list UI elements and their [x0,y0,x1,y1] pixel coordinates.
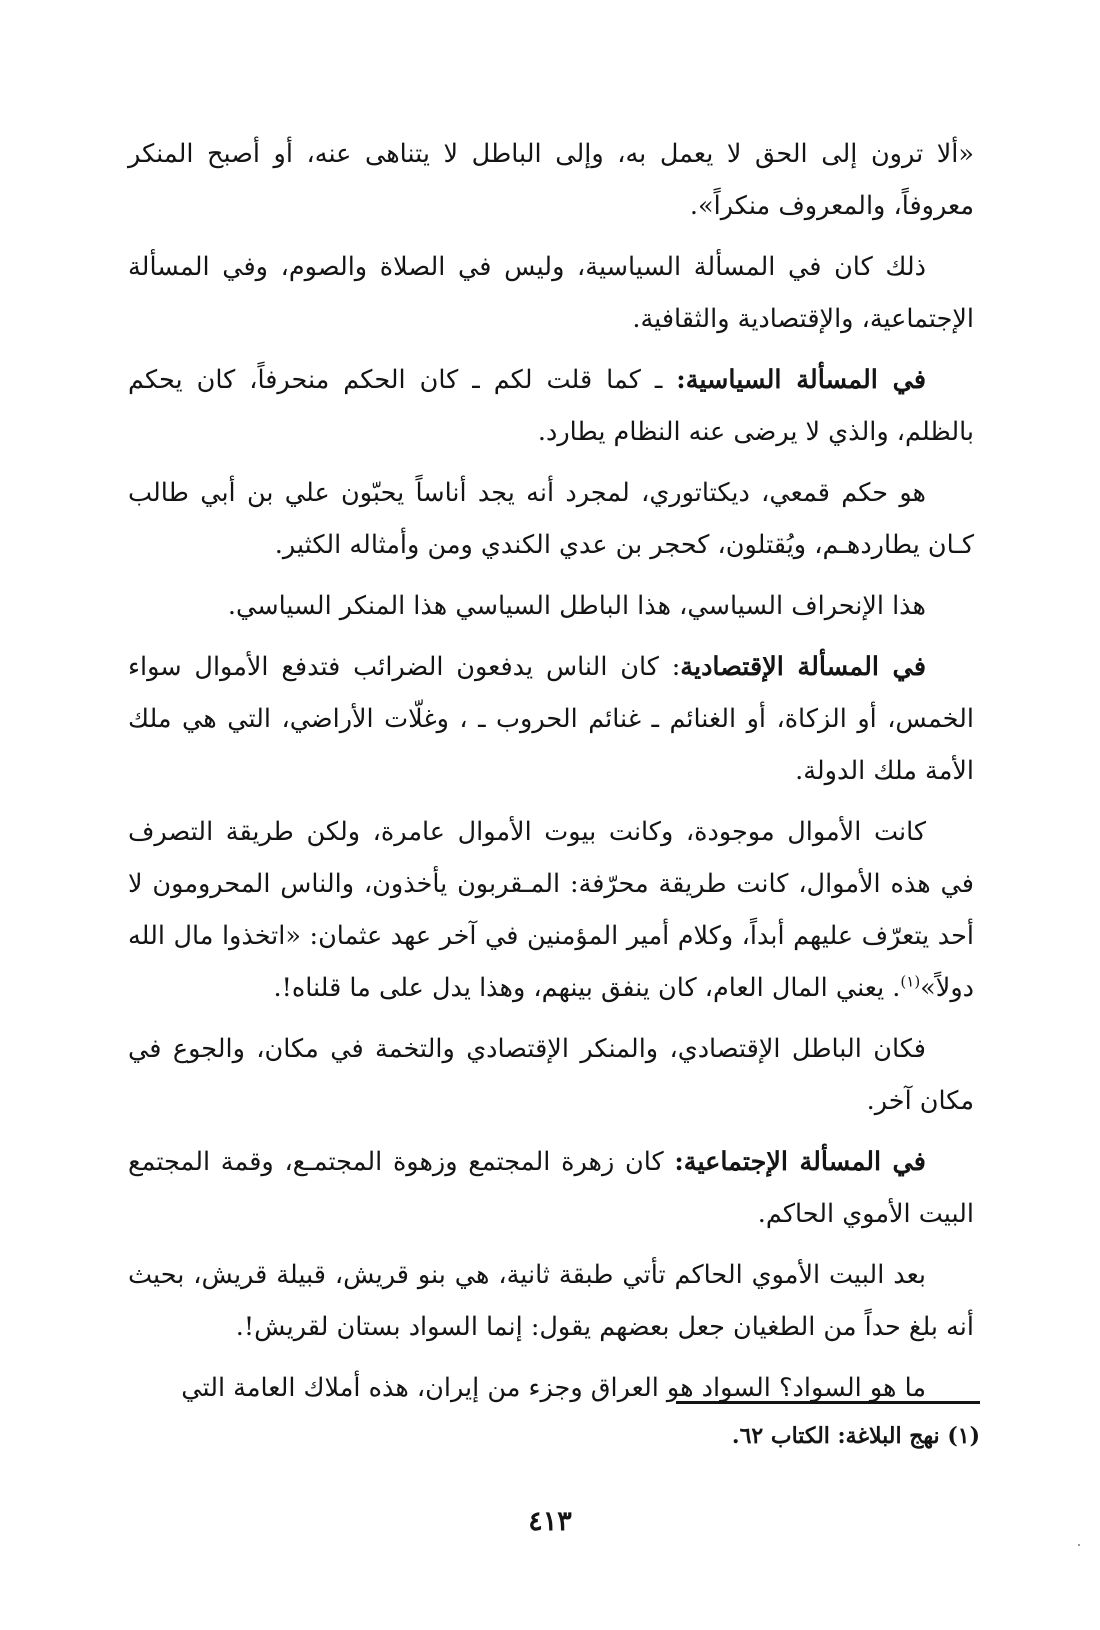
paragraph-heading: في المسألة السياسية: [676,365,927,395]
paragraph-text: فكان الباطل الإقتصادي، والمنكر الإقتصادي والتخمة في مكان، والجوع في مكان آخر. [128,1034,974,1116]
paragraph [128,1023,974,1127]
paragraph-text: ما هو السواد؟ السواد هو العراق وجزء من إيران، هذه أملاك العامة التي [181,1373,926,1403]
paragraph-text-continued: . يعني المال العام، كان ينفق بينهم، وهذا يدل على ما قلناه!. [273,973,901,1003]
paragraph-text: هو حكم قمعي، ديكتاتوري، لمجرد أنه يجد أناساً يحبّون علي بن أبي طالب كـان يطاردهـم، ويُقتلون، كحجر بن عدي الكندي ومن وأمثاله الكثير. [128,478,974,560]
paragraph-text: : كان الناس يدفعون الضرائب فتدفع الأموال سواء الخمس، أو الزكاة، أو الغنائم ـ غنائم الحروب ـ ، وغلّات الأراضي، التي هي ملك الأمة ملك الدولة. [128,652,974,786]
footnote: (١) نهج البلاغة: الكتاب ٦٢. [731,1423,980,1449]
paragraph [128,241,974,345]
scan-speck [1078,1544,1080,1546]
main-text [128,128,974,1423]
paragraph-text: بعد البيت الأموي الحاكم تأتي طبقة ثانية، هي بنو قريش، قبيلة قريش، بحيث أنه بلغ حداً من الطغيان جعل بعضهم يقول: إنما السواد بستان لقريش!. [128,1260,974,1342]
footnote-separator [676,1401,980,1404]
paragraph [128,806,974,1014]
paragraph [128,467,974,571]
paragraph-text: «ألا ترون إلى الحق لا يعمل به، وإلى الباطل لا يتناهى عنه، أو أصبح المنكر معروفاً، والمعروف منكراً». [128,139,974,221]
paragraph [128,1136,974,1240]
paragraph-text: كان زهرة المجتمع وزهوة المجتمـع، وقمة المجتمع البيت الأموي الحاكم. [128,1147,974,1229]
paragraph-text: ـ كما قلت لكم ـ كان الحكم منحرفاً، كان يحكم بالظلم، والذي لا يرضى عنه النظام يطارد. [128,365,974,447]
paragraph [128,641,974,797]
paragraph [128,354,974,458]
paragraph-text: كانت الأموال موجودة، وكانت بيوت الأموال عامرة، ولكن طريقة التصرف في هذه الأموال، كانت طريقة محرّفة: المـقربون يأخذون، والناس المحرومون لا أحد يتعرّف عليهم أبداً، وكلام أمير المؤمنين في آخر عهد عثمان: «اتخذوا مال الله دولاً» [128,817,974,1003]
paragraph-text: هذا الإنحراف السياسي، هذا الباطل السياسي هذا المنكر السياسي. [227,591,926,621]
paragraph-heading: في المسألة الإقتصادية [680,652,927,682]
paragraph [128,580,974,632]
paragraph [128,128,974,232]
paragraph [128,1362,974,1414]
footnote-reference[interactable]: (١) [900,972,921,991]
paragraph-heading: في المسألة الإجتماعية: [674,1147,926,1177]
page-number: ٤١٣ [528,1506,572,1537]
paragraph-text: ذلك كان في المسألة السياسية، وليس في الصلاة والصوم، وفي المسألة الإجتماعية، والإقتصادية والثقافية. [128,252,974,334]
paragraph [128,1249,974,1353]
